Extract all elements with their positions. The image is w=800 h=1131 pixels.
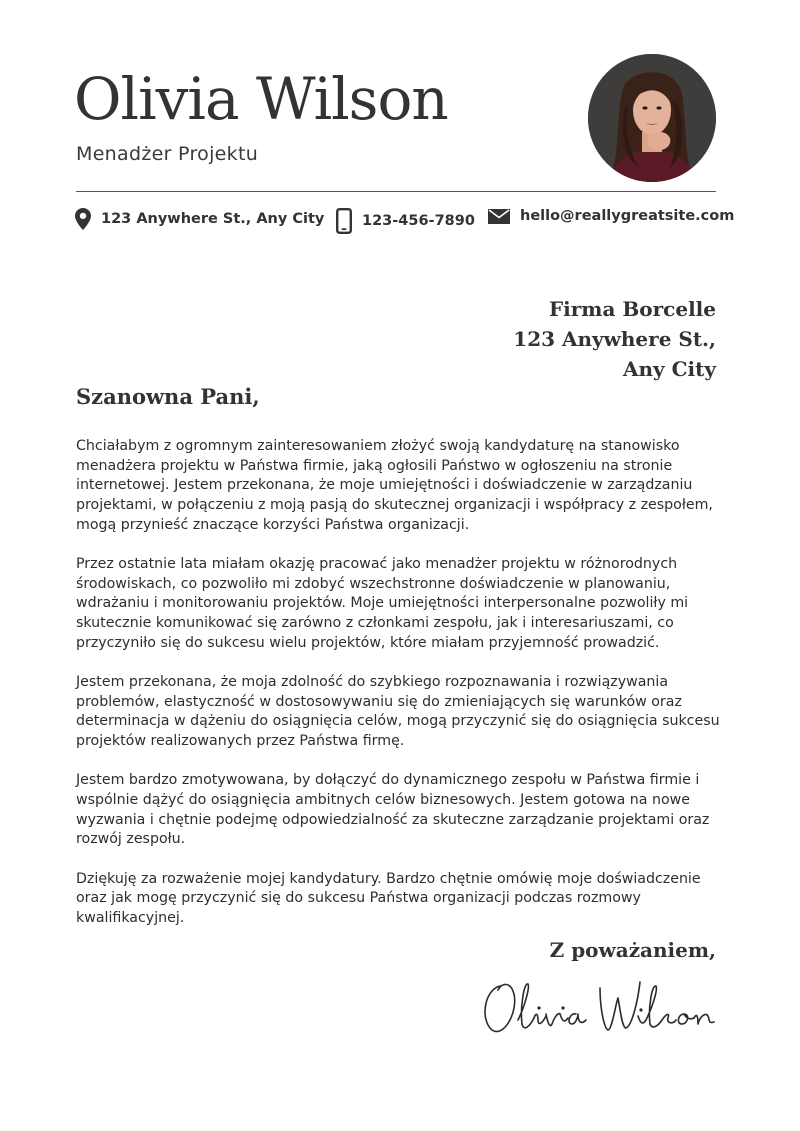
address-text: 123 Anywhere St., Any City [101, 211, 325, 227]
handwritten-signature [478, 968, 728, 1048]
applicant-role: Menadżer Projektu [76, 143, 259, 165]
salutation: Szanowna Pani, [76, 384, 260, 409]
email-text: hello@reallygreatsite.com [520, 208, 735, 224]
map-pin-icon [75, 208, 91, 230]
envelope-icon [488, 209, 510, 224]
recipient-street: 123 Anywhere St., [513, 327, 716, 351]
closing-phrase: Z poważaniem, [549, 938, 716, 962]
letter-body [76, 437, 721, 948]
header-divider [76, 191, 716, 192]
paragraph-5: Dziękuję za rozważenie mojej kandydatury. Bardzo chętnie omówię moje doświadczenie oraz jak mogę przyczynić się do sukcesu Państwa organizacji podczas rozmowy kwalifikacyjnej. [76, 870, 701, 927]
contact-address [75, 208, 324, 230]
recipient-city: Any City [622, 357, 716, 381]
contact-phone [336, 208, 475, 234]
paragraph-4: Jestem bardzo zmotywowana, by dołączyć do dynamicznego zespołu w Państwa firmie i wspólnie dążyć do osiągnięcia ambitnych celów biznesowych. Jestem gotowa na nowe wyzwania i chętnie podejmę odpowiedzialność za skuteczne zarządzanie projektami oraz rozwój zespołu. [76, 772, 710, 848]
paragraph-1: Chciałabym z ogromnym zainteresowaniem złożyć swoją kandydaturę na stanowisko menadżera projektu w Państwa firmie, jaką ogłosili Państwo w ogłoszeniu na stronie internetowej. Jestem przekonana, że moje umiejętności i doświadczenie w zarządzaniu projektami, w połączeniu z moją pasją do skutecznej organizacji i współpracy z zespołem, mogą przynieść znaczące korzyści Państwa organizacji. [76, 438, 713, 533]
phone-text: 123-456-7890 [362, 213, 475, 229]
paragraph-3: Jestem przekonana, że moja zdolność do szybkiego rozpoznawania i rozwiązywania problemów, elastyczność w dostosowywaniu się do zmieniających się warunków oraz determinacja w dążeniu do osiągnięcia celów, mogą przyczynić się do osiągnięcia sukcesu projektów realizowanych przez Państwa firmę. [76, 674, 720, 750]
paragraph-2: Przez ostatnie lata miałam okazję pracować jako menadżer projektu w różnorodnych środowiskach, co pozwoliło mi zdobyć wszechstronne doświadczenie w planowaniu, wdrażaniu i monitorowaniu projektów. Moje umiejętności interpersonalne pozwoliły mi skutecznie komunikować się zarówno z członkami zespołu, jak i interesariuszami, co przyczyniło się do sukcesu wielu projektów, które miałam przyjemność prowadzić. [76, 556, 689, 651]
recipient-company: Firma Borcelle [548, 297, 716, 321]
recipient-block [513, 294, 716, 384]
contact-email [488, 208, 734, 224]
profile-photo [588, 54, 716, 182]
applicant-name: Olivia Wilson [74, 65, 448, 133]
smartphone-icon [336, 208, 352, 234]
